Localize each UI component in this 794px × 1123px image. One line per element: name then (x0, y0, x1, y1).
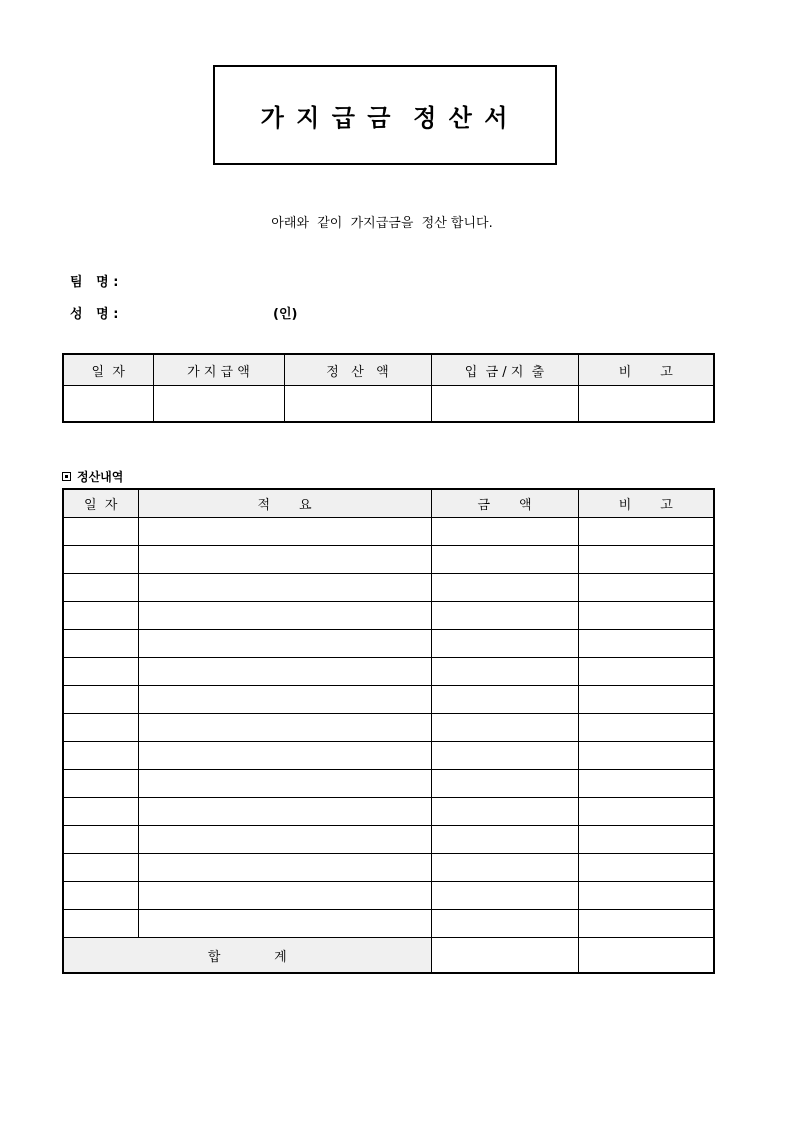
detail-cell-remarks[interactable] (578, 518, 714, 546)
detail-section-label: 정산내역 (77, 470, 124, 484)
detail-cell-date[interactable] (63, 686, 138, 714)
detail-cell-amount[interactable] (431, 854, 578, 882)
detail-cell-date[interactable] (63, 798, 138, 826)
detail-cell-remarks[interactable] (578, 798, 714, 826)
summary-header-remarks: 비 고 (578, 354, 714, 386)
detail-header-description: 적 요 (138, 489, 431, 518)
detail-header-date: 일 자 (63, 489, 138, 518)
detail-cell-amount[interactable] (431, 658, 578, 686)
detail-cell-date[interactable] (63, 770, 138, 798)
detail-cell-amount[interactable] (431, 518, 578, 546)
detail-cell-date[interactable] (63, 630, 138, 658)
detail-cell-description[interactable] (138, 910, 431, 938)
detail-cell-amount[interactable] (431, 574, 578, 602)
detail-cell-date[interactable] (63, 742, 138, 770)
summary-data-row (63, 386, 714, 423)
total-amount-cell[interactable] (431, 938, 578, 974)
detail-cell-description[interactable] (138, 882, 431, 910)
total-remarks-cell[interactable] (578, 938, 714, 974)
detail-cell-amount[interactable] (431, 714, 578, 742)
document-title-box (213, 65, 557, 165)
detail-row (63, 854, 714, 882)
detail-cell-amount[interactable] (431, 602, 578, 630)
seal-mark: (인) (273, 307, 298, 322)
detail-header-amount: 금 액 (431, 489, 578, 518)
detail-cell-amount[interactable] (431, 742, 578, 770)
detail-cell-remarks[interactable] (578, 602, 714, 630)
detail-cell-description[interactable] (138, 518, 431, 546)
detail-header-remarks: 비 고 (578, 489, 714, 518)
detail-table (62, 488, 715, 974)
detail-cell-description[interactable] (138, 602, 431, 630)
detail-cell-description[interactable] (138, 686, 431, 714)
name-label: 성 명 : (70, 307, 119, 322)
detail-cell-description[interactable] (138, 574, 431, 602)
detail-cell-amount[interactable] (431, 910, 578, 938)
total-label: 합 계 (63, 938, 431, 974)
detail-cell-date[interactable] (63, 714, 138, 742)
document-title: 가 지 급 금 정 산 서 (260, 103, 510, 132)
detail-cell-date[interactable] (63, 518, 138, 546)
detail-cell-remarks[interactable] (578, 770, 714, 798)
detail-row (63, 658, 714, 686)
detail-cell-date[interactable] (63, 854, 138, 882)
summary-cell-advance[interactable] (153, 386, 284, 423)
total-row (63, 938, 714, 974)
detail-cell-date[interactable] (63, 574, 138, 602)
summary-header-deposit-expense: 입 금 / 지 출 (431, 354, 578, 386)
detail-cell-date[interactable] (63, 658, 138, 686)
summary-header-settlement: 정 산 액 (284, 354, 431, 386)
detail-row (63, 882, 714, 910)
detail-cell-amount[interactable] (431, 546, 578, 574)
detail-row (63, 518, 714, 546)
detail-row (63, 714, 714, 742)
detail-cell-description[interactable] (138, 826, 431, 854)
detail-cell-amount[interactable] (431, 770, 578, 798)
summary-header-row (63, 354, 714, 386)
detail-row (63, 630, 714, 658)
summary-table (62, 353, 715, 423)
detail-cell-description[interactable] (138, 630, 431, 658)
detail-cell-remarks[interactable] (578, 742, 714, 770)
square-bullet-icon (62, 472, 71, 481)
detail-row (63, 546, 714, 574)
detail-row (63, 826, 714, 854)
detail-row (63, 602, 714, 630)
detail-cell-amount[interactable] (431, 630, 578, 658)
detail-cell-description[interactable] (138, 546, 431, 574)
detail-cell-date[interactable] (63, 826, 138, 854)
team-label: 팀 명 : (70, 275, 119, 290)
detail-cell-amount[interactable] (431, 798, 578, 826)
detail-cell-remarks[interactable] (578, 714, 714, 742)
detail-row (63, 742, 714, 770)
detail-cell-remarks[interactable] (578, 574, 714, 602)
detail-cell-description[interactable] (138, 770, 431, 798)
summary-header-advance: 가 지 급 액 (153, 354, 284, 386)
detail-cell-remarks[interactable] (578, 686, 714, 714)
detail-cell-amount[interactable] (431, 686, 578, 714)
detail-cell-description[interactable] (138, 742, 431, 770)
detail-row (63, 574, 714, 602)
detail-cell-amount[interactable] (431, 882, 578, 910)
detail-cell-description[interactable] (138, 658, 431, 686)
detail-cell-description[interactable] (138, 798, 431, 826)
detail-row (63, 910, 714, 938)
detail-cell-date[interactable] (63, 882, 138, 910)
detail-section-heading (62, 468, 123, 485)
detail-cell-remarks[interactable] (578, 854, 714, 882)
detail-cell-remarks[interactable] (578, 546, 714, 574)
detail-row (63, 770, 714, 798)
detail-cell-remarks[interactable] (578, 658, 714, 686)
detail-body (63, 518, 714, 938)
summary-cell-settlement[interactable] (284, 386, 431, 423)
detail-cell-description[interactable] (138, 714, 431, 742)
detail-cell-remarks[interactable] (578, 910, 714, 938)
detail-cell-description[interactable] (138, 854, 431, 882)
detail-cell-date[interactable] (63, 602, 138, 630)
detail-row (63, 798, 714, 826)
detail-cell-date[interactable] (63, 910, 138, 938)
detail-row (63, 686, 714, 714)
summary-header-date: 일 자 (63, 354, 153, 386)
summary-cell-date[interactable] (63, 386, 153, 423)
detail-cell-remarks[interactable] (578, 882, 714, 910)
intro-text: 아래와 같이 가지급금을 정산 합니다. (271, 216, 493, 231)
detail-header-row (63, 489, 714, 518)
detail-cell-amount[interactable] (431, 826, 578, 854)
summary-cell-deposit-expense[interactable] (431, 386, 578, 423)
detail-cell-date[interactable] (63, 546, 138, 574)
summary-cell-remarks[interactable] (578, 386, 714, 423)
detail-cell-remarks[interactable] (578, 630, 714, 658)
detail-cell-remarks[interactable] (578, 826, 714, 854)
